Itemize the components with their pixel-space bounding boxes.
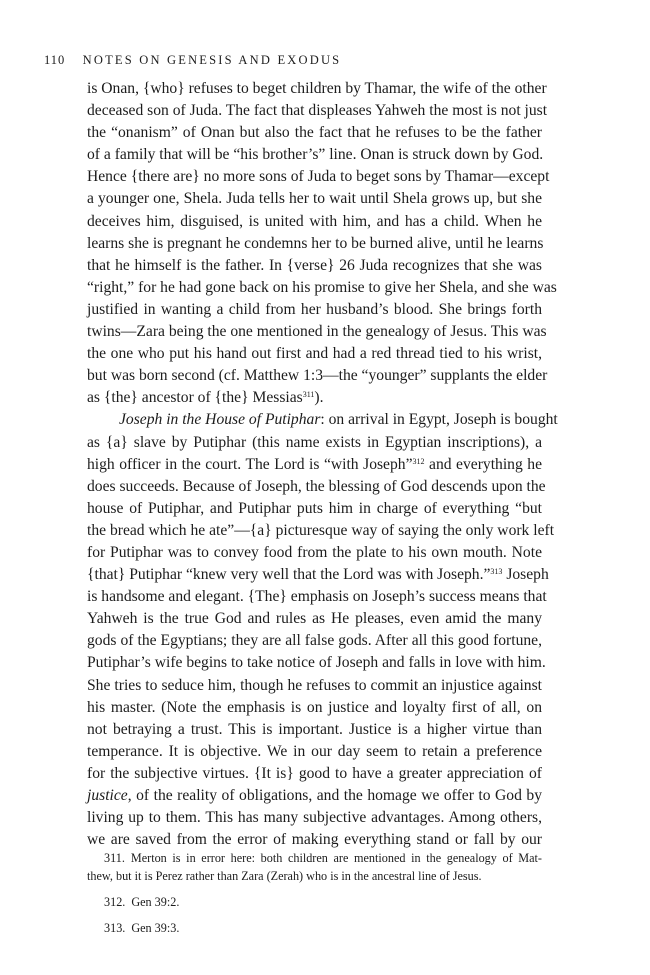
running-title: NOTES ON GENESIS AND EXODUS [82, 53, 342, 67]
section-heading-italic: Joseph in the House of Putiphar [119, 411, 321, 429]
text-span: and everything he [424, 455, 542, 473]
text-line: She tries to seduce him, though he refuses to commit an injustice against [87, 676, 542, 694]
text-line [87, 564, 549, 586]
footnote-number: 313. [104, 921, 126, 935]
text-line: his master. (Note the emphasis is on justice and loyalty first of all, on [87, 698, 542, 716]
footnote-ref-312[interactable]: 312 [412, 456, 425, 466]
text-line: we are saved from the error of making everything stand or fall by our [87, 831, 542, 849]
text-span: {that} Putiphar “knew very well that the Lord was with Joseph.” [87, 566, 491, 584]
text-line: but was born second (cf. Matthew 1:3—the “younger” supplants the elder [87, 367, 548, 385]
text-line: does succeeds. Because of Joseph, the blessing of God descends upon the [87, 477, 546, 495]
text-line: twins—Zara being the one mentioned in the genealogy of Jesus. This was [87, 323, 547, 341]
text-line: Yahweh is the true God and rules as He pleases, even amid the many [87, 610, 542, 628]
text-line: of a family that will be “his brother’s” line. Onan is struck down by God. [87, 146, 544, 164]
footnote-312 [87, 893, 542, 911]
text-line: a younger one, Shela. Juda tells her to wait until Shela grows up, but she [87, 190, 542, 208]
text-span: Joseph [502, 566, 549, 584]
footnote-text: Gen 39:2. [131, 895, 180, 909]
emphasis-italic: justice [87, 787, 128, 804]
text-line: Hence {there are} no more sons of Juda to beget sons by Thamar—except [87, 168, 550, 186]
text-line: is Onan, {who} refuses to beget children by Thamar, the wife of the other [87, 80, 547, 97]
text-line [87, 454, 542, 476]
text-line: the one who put his hand out first and had a red thread tied to his wrist, [87, 345, 542, 363]
footnote-number: 312. [104, 895, 126, 909]
text-span: ). [314, 389, 324, 407]
footnote-spacer [87, 911, 542, 919]
text-line: house of Putiphar, and Putiphar puts him in charge of everything “but [87, 499, 542, 517]
text-span: as {the} ancestor of {the} Messias [87, 389, 303, 407]
text-line: as {a} slave by Putiphar (this name exists in Egyptian inscriptions), a [87, 433, 542, 451]
text-line: gods of the Egyptians; they are all false gods. After all this good fortune, [87, 632, 542, 650]
footnote-text: Gen 39:3. [131, 921, 180, 935]
footnote-text: thew, but it is Perez rather than Zara (Zerah) who is in the ancestral line of Jesus. [87, 869, 482, 883]
text-line: Putiphar’s wife begins to take notice of Joseph and falls in love with him. [87, 654, 546, 672]
page-number: 110 [44, 53, 66, 67]
text-line: that he himself is the father. In {verse} 26 Juda recognizes that she was [87, 256, 542, 274]
text-line: temperance. It is objective. We in our day seem to retain a preference [87, 742, 542, 760]
text-line [87, 387, 542, 409]
text-line: living up to them. This has many subjective advantages. Among others, [87, 809, 542, 827]
text-line: deceives him, disguised, is united with him, and has a child. When he [87, 212, 542, 230]
footnote-ref-311[interactable]: 311 [302, 390, 315, 400]
text-line: learns she is pregnant he condemns her to be burned alive, until he learns [87, 234, 544, 252]
footnote-spacer [87, 885, 542, 893]
text-span: , of the reality of obligations, and the homage we offer to God by [127, 787, 542, 804]
text-line: deceased son of Juda. The fact that displeases Yahweh the most is not just [87, 102, 548, 120]
running-head [44, 52, 341, 68]
text-line: the “onanism” of Onan but also the fact that he refuses to be the father [87, 124, 542, 142]
text-line: the bread which he ate”—{a} picturesque way of saying the only work left [87, 521, 555, 539]
text-span: : on arrival in Egypt, Joseph is bought [320, 411, 558, 429]
text-line: for Putiphar was to convey food from the plate to his own mouth. Note [87, 543, 542, 561]
text-line: is handsome and elegant. {The} emphasis on Joseph’s success means that [87, 588, 547, 606]
text-line: justified in wanting a child from her husband’s blood. She brings forth [87, 300, 542, 318]
footnote-ref-313[interactable]: 313 [490, 567, 503, 577]
text-line: for the subjective virtues. {It is} good to have a greater appreciation of [87, 764, 542, 782]
footnote-311 [87, 849, 542, 867]
text-line: not betraying a trust. This is important. Justice is a higher virtue than [87, 720, 542, 738]
footnote-number: 311. [104, 851, 125, 865]
text-line [87, 409, 558, 431]
text-span: high officer in the court. The Lord is “with Joseph” [87, 455, 413, 473]
text-line: “right,” for he had gone back on his promise to give her Shela, and she was [87, 278, 557, 296]
body-text [87, 78, 558, 851]
footnote-text: Merton is in error here: both children are mentioned in the genealogy of Mat- [130, 851, 542, 865]
footnotes [87, 849, 542, 937]
footnote-313 [87, 919, 542, 937]
text-line [87, 785, 542, 807]
